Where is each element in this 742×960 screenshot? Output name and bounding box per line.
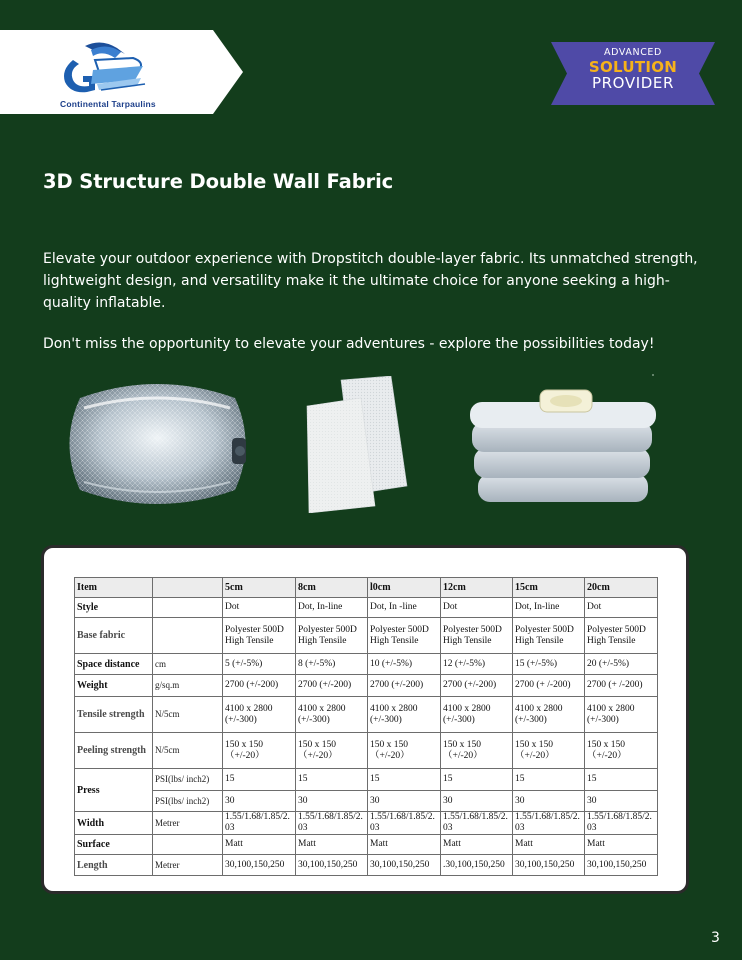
table-cell: 20 (+/-5%): [585, 654, 658, 675]
table-row: [75, 835, 658, 855]
row-unit: [153, 618, 223, 654]
table-cell: 15: [513, 769, 585, 791]
table-cell: 2700 (+/-200): [223, 675, 296, 697]
spec-table: [74, 577, 658, 876]
table-cell: Polyester 500D High Tensile: [223, 618, 296, 654]
row-label: Width: [75, 812, 153, 835]
row-unit: cm: [153, 654, 223, 675]
table-cell: 1.55/1.68/1.85/2.03: [585, 812, 658, 835]
row-unit: Metrer: [153, 855, 223, 876]
table-cell: 10 (+/-5%): [368, 654, 441, 675]
table-cell: .30,100,150,250: [441, 855, 513, 876]
table-row: [75, 654, 658, 675]
table-cell: 5 (+/-5%): [223, 654, 296, 675]
table-cell: 2700 (+/-200): [296, 675, 368, 697]
table-cell: 30,100,150,250: [368, 855, 441, 876]
row-unit: N/5cm: [153, 733, 223, 769]
table-cell: Matt: [513, 835, 585, 855]
row-label: Style: [75, 598, 153, 618]
row-label: Peeling strength: [75, 733, 153, 769]
row-unit: [153, 598, 223, 618]
table-header-row: [75, 578, 658, 598]
cta-paragraph: Don't miss the opportunity to elevate your adventures - explore the possibilities today!: [43, 336, 655, 352]
table-cell: Polyester 500D High Tensile: [585, 618, 658, 654]
table-cell: 1.55/1.68/1.85/2.03: [368, 812, 441, 835]
header-cell: 8cm: [296, 578, 368, 598]
table-cell: 150 x 150 （+/-20）: [441, 733, 513, 769]
table-cell: 150 x 150 （+/-20）: [223, 733, 296, 769]
row-unit: PSI(lbs/ inch2): [153, 769, 223, 791]
table-cell: 15: [223, 769, 296, 791]
table-cell: Matt: [296, 835, 368, 855]
table-cell: Matt: [441, 835, 513, 855]
table-cell: Polyester 500D High Tensile: [441, 618, 513, 654]
brand-name: Continental Tarpaulins: [60, 99, 156, 109]
row-unit: N/5cm: [153, 697, 223, 733]
table-cell: 30: [513, 791, 585, 812]
table-row: [75, 733, 658, 769]
table-cell: 30: [585, 791, 658, 812]
row-unit: [153, 835, 223, 855]
table-cell: 30: [296, 791, 368, 812]
table-row: [75, 769, 658, 791]
table-cell: 4100 x 2800 (+/-300): [513, 697, 585, 733]
row-label: Tensile strength: [75, 697, 153, 733]
intro-paragraph: Elevate your outdoor experience with Dropstitch double-layer fabric. Its unmatched strength, lightweight design, and versatility make it the ultimate choice for anyone seeking a high-quality inflatable.: [43, 251, 698, 311]
table-cell: Matt: [223, 835, 296, 855]
row-unit: Metrer: [153, 812, 223, 835]
header-cell: 12cm: [441, 578, 513, 598]
table-cell: 30,100,150,250: [513, 855, 585, 876]
table-row: [75, 855, 658, 876]
row-label: Base fabric: [75, 618, 153, 654]
table-cell: 30,100,150,250: [585, 855, 658, 876]
table-cell: 30,100,150,250: [223, 855, 296, 876]
table-row: [75, 812, 658, 835]
table-cell: Polyester 500D High Tensile: [368, 618, 441, 654]
table-cell: 150 x 150 （+/-20）: [513, 733, 585, 769]
table-cell: 15 (+/-5%): [513, 654, 585, 675]
badge-text: [551, 48, 715, 91]
badge-line-1: ADVANCED: [604, 47, 662, 58]
table-cell: 150 x 150 （+/-20）: [296, 733, 368, 769]
table-cell: 4100 x 2800 (+/-300): [296, 697, 368, 733]
table-cell: Matt: [368, 835, 441, 855]
stacked-inflatable-pads-image: [468, 388, 660, 506]
page-number: 3: [711, 930, 720, 946]
table-cell: 4100 x 2800 (+/-300): [585, 697, 658, 733]
table-cell: Dot: [585, 598, 658, 618]
header-cell: 15cm: [513, 578, 585, 598]
table-cell: 1.55/1.68/1.85/2.03: [296, 812, 368, 835]
header-cell: l0cm: [368, 578, 441, 598]
table-row: [75, 675, 658, 697]
table-cell: 4100 x 2800 (+/-300): [223, 697, 296, 733]
table-cell: 30,100,150,250: [296, 855, 368, 876]
table-cell: 15: [368, 769, 441, 791]
fabric-sheets-image: [303, 376, 408, 513]
row-label: Press: [75, 769, 153, 812]
table-row: [75, 697, 658, 733]
table-cell: 12 (+/-5%): [441, 654, 513, 675]
badge-line-2: SOLUTION: [588, 57, 678, 76]
header-cell: Item: [75, 578, 153, 598]
table-cell: 2700 (+ /-200): [585, 675, 658, 697]
table-cell: Dot, In -line: [368, 598, 441, 618]
inflatable-clear-panel-image: [60, 378, 255, 510]
table-cell: 8 (+/-5%): [296, 654, 368, 675]
row-unit: PSI(lbs/ inch2): [153, 791, 223, 812]
header-cell: 5cm: [223, 578, 296, 598]
table-cell: 1.55/1.68/1.85/2.03: [441, 812, 513, 835]
row-label: Length: [75, 855, 153, 876]
table-cell: 2700 (+/-200): [368, 675, 441, 697]
table-cell: 2700 (+/-200): [441, 675, 513, 697]
company-logo-icon[interactable]: [55, 40, 147, 98]
table-cell: Polyester 500D High Tensile: [513, 618, 585, 654]
table-cell: 150 x 150 （+/-20）: [368, 733, 441, 769]
table-cell: 4100 x 2800 (+/-300): [441, 697, 513, 733]
table-cell: 30: [368, 791, 441, 812]
header-cell: 20cm: [585, 578, 658, 598]
badge-line-3: PROVIDER: [592, 73, 674, 92]
table-cell: 4100 x 2800 (+/-300): [368, 697, 441, 733]
table-cell: Dot: [441, 598, 513, 618]
speck: [652, 374, 654, 376]
table-cell: 15: [441, 769, 513, 791]
table-cell: 1.55/1.68/1.85/2.03: [513, 812, 585, 835]
table-cell: 150 x 150 （+/-20）: [585, 733, 658, 769]
table-row: [75, 598, 658, 618]
table-row: [75, 618, 658, 654]
table-cell: Dot, In-line: [513, 598, 585, 618]
table-row: [75, 791, 658, 812]
table-cell: Polyester 500D High Tensile: [296, 618, 368, 654]
table-cell: 15: [585, 769, 658, 791]
page-title: 3D Structure Double Wall Fabric: [43, 170, 394, 193]
table-cell: 15: [296, 769, 368, 791]
table-cell: 1.55/1.68/1.85/2.03: [223, 812, 296, 835]
table-cell: Matt: [585, 835, 658, 855]
row-label: Weight: [75, 675, 153, 697]
header-cell: [153, 578, 223, 598]
row-label: Surface: [75, 835, 153, 855]
row-unit: g/sq.m: [153, 675, 223, 697]
row-label: Space distance: [75, 654, 153, 675]
table-cell: Dot: [223, 598, 296, 618]
table-cell: Dot, In-line: [296, 598, 368, 618]
table-cell: 2700 (+ /-200): [513, 675, 585, 697]
table-cell: 30: [441, 791, 513, 812]
table-cell: 30: [223, 791, 296, 812]
